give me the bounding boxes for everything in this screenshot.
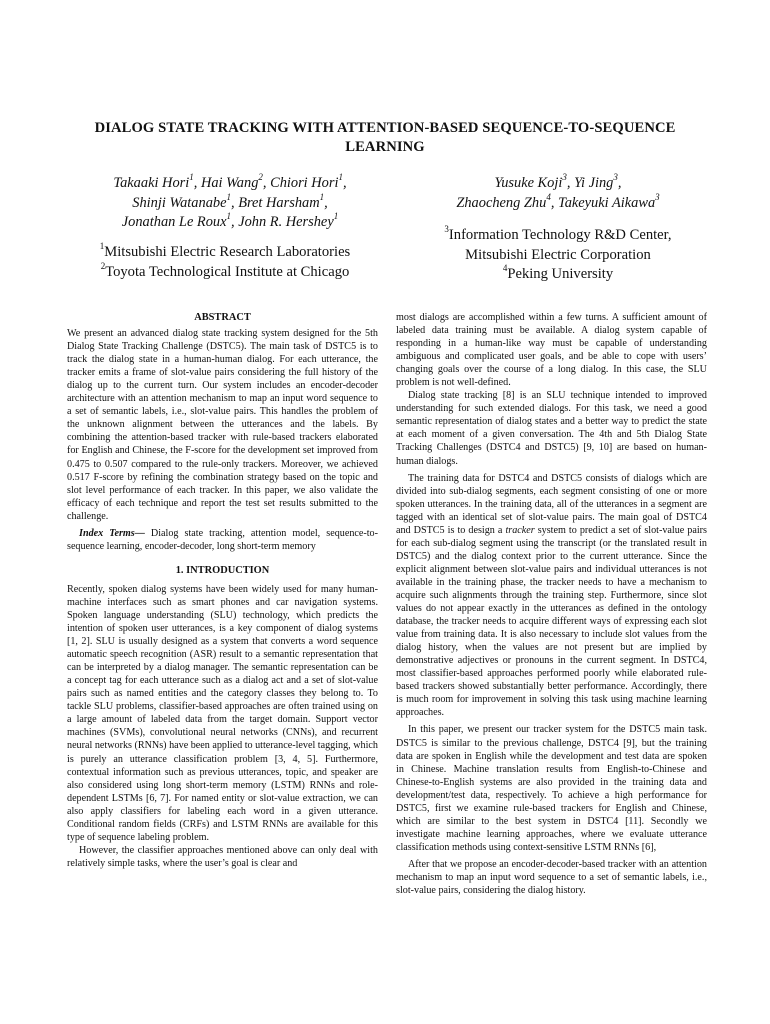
intro-heading: 1. INTRODUCTION (175, 564, 270, 576)
author: Takaaki Hori (113, 175, 190, 191)
author: Shinji Watanabe (132, 194, 227, 211)
authors-right: Yusuke Koji$^3$, Yi Jing$^3$, Zhaocheng Zhu$^4$, Takeyuki Aikawa$^3$ (456, 172, 660, 211)
affiliations-right: $^3$Information Technology R&D Center, Mitsubishi Electric Corporation $^4$Peking University (444, 224, 672, 282)
affiliation: Information Technology R&D Center, (448, 227, 672, 243)
left-column (67, 311, 378, 870)
affiliation: Mitsubishi Electric Corporation (465, 246, 651, 263)
paragraph: Dialog state tracking [8] is an SLU technique intended to improved understanding for such extended dialogs. For this task, we need a good semantic representation of dialog states and a better way to predict the state at each moment of a given conversation. The 4th and 5th Dialog State Tracking Challenges (DSTC4 and DSTC5) [9, 10] are based on human-human dialogs. (396, 390, 707, 467)
right-column (396, 311, 707, 897)
affiliations-left: $^1$Mitsubishi Electric Research Laboratories $^2$Toyota Technological Institute at Chicago (99, 241, 351, 280)
paragraph: most dialogs are accomplished within a few turns. A sufficient amount of labeled data training must be available. A dialog system capable of responding in a human-like way must be capable of understanding ambiguous and complicated user goals, and be able to cope with users’ changing goals over the course of a long dialog. In this case, the SLU problem is not well-defined. (396, 312, 707, 389)
paragraph: The training data for DSTC4 and DSTC5 consists of dialogs which are divided into sub-dialog segments, each segment consisting of one or more spoken utterances. In the training data, all of the utterances in a segment are tagged with an identical set of slot-value pairs. The main goal of DSTC4 and DSTC5 is to design a tracker system to predict a set of slot-value pairs for each sub-dialog segment using the transcript (or the translated result in DSTC5) and the dialog context prior to the current utterance. Since the explicit alignment between slot-value pairs and individual utterances is not available in the training phase, the tracker needs to have a mechanism to acquire such alignments through the training step. Furthermore, since slot values do not appear exactly in the utterances as defined in the ontology database, the tracker needs to acquire different ways of expressing each slot value from training data. It is also necessary to include slot values from the dialog history, when the values are not present but are implied by demonstrative adjectives or pronouns in the current segment. In DSTC4, most classifier-based approaches performed poorly while elaborated rule-based trackers showed substantially better performance. Accordingly, there is much room for improvement in solving this task using machine learning approaches. (396, 472, 707, 719)
index-terms (67, 527, 378, 553)
affiliation: Peking University (507, 266, 614, 282)
author: Chiori Hori (270, 175, 339, 191)
author: Bret Harsham (238, 194, 320, 211)
abstract-text: We present an advanced dialog state tracking system designed for the 5th Dialog State Tracking Challenge (DSTC5). The main task of DSTC5 is to track the dialog state in a human-human dialog. For each utterance, the tracker emits a frame of slot-value pairs considering the full history of the dialog up to the current turn. Our system includes an encoder-decoder architecture with an attention mechanism to map an input word sequence to a set of semantic labels, i.e., slot-value pairs. This handles the problem of the unknown alignment between the utterances and the labels. By combining the attention-based tracker with rule-based trackers elaborated for English and Chinese, the F-score for the development set improved from 0.475 to 0.507 compared to the rule-only trackers. Moreover, we achieved 0.517 F-score by refining the combination strategy based on the topic and slot level performance of each tracker. In this paper, we also validate the efficacy of each technique and report the test set results submitted to the challenge. (67, 328, 378, 522)
tracker-term: tracker (505, 524, 535, 536)
paragraph: Recently, spoken dialog systems have been widely used for many human-machine interfaces such as smart phones and car navigation systems. Spoken language understanding (SLU) technology, which predicts the intention of spoken user utterances, is a key component of dialog systems [1, 2]. SLU is usually designed as a system that converts a word sequence automatic speech recognition (ASR) result to a semantic representation that can be interpreted by a dialog manager. The semantic representation can be a concept tag for each utterance such as a dialog act and a set of slot-value pairs such as named entities and the category classes they belong to. To tackle SLU problems, classifier-based approaches are often trained using on a large amount of labeled data from the target domain. Support vector machines (SVMs), convolutional neural networks (CNNs), and recurrent neural networks (RNNs) have been applied to utterance-level tagging, which is purely an utterance classification problem [3, 4, 5]. Furthermore, contextual information such as previous utterances, topic, and speaker are also considered using long short-term memory (LSTM) RNNs and role-dependent LSTMs [6, 7]. For named entity or slot-value extraction, we can also apply classifiers for labeling each word in a given utterance. Conditional random fields (CRFs) and LSTM RNNs are available for this type of sequence labeling problem. (67, 583, 378, 843)
author: Zhaocheng Zhu (456, 194, 547, 211)
paragraph: After that we propose an encoder-decoder-based tracker with an attention mechanism to map an input word sequence to a set of semantic labels, i.e., slot-value pairs, considering the dialog history. (396, 858, 707, 897)
paper-title: DIALOG STATE TRACKING WITH ATTENTION-BASED SEQUENCE-TO-SEQUENCE LEARNING (94, 120, 676, 155)
affiliation: Toyota Technological Institute at Chicago (105, 263, 350, 280)
index-terms-text: Dialog state tracking, attention model, sequence-to-sequence learning, encoder-decoder, long short-term memory (67, 527, 378, 552)
paragraph: In this paper, we present our tracker system for the DSTC5 main task. DSTC5 is similar to the previous challenge, DSTC4 [9], but the training data are spoken in English while the development and test data are spoken in Chinese. Machine translation results from English-to-Chinese and Chinese-to-English systems are also provided in the training data and development/test data, respectively. To achieve a high performance for DSTC5, first we examine rule-based trackers for English and Chinese, which are similar to the best system in DSTC4 [11]. Secondly we investigate machine learning approaches, where we evaluate utterance classification methods using context-sensitive LSTM RNNs [6], (396, 724, 707, 853)
author: Hai Wang (200, 175, 259, 191)
affiliation: Mitsubishi Electric Research Laboratories (104, 244, 351, 260)
index-terms-label: Index Terms— (79, 527, 145, 539)
abstract-heading: ABSTRACT (194, 312, 251, 323)
authors-left: Takaaki Hori$^1$, Hai Wang$^2$, Chiori Hori$^1$, Shinji Watanabe$^1$, Bret Harsham$^1$, Jonathan Le Roux$^1$, John R. Hershey$^1$ (113, 172, 347, 230)
author: Yi Jing (574, 175, 614, 191)
author: Yusuke Koji (494, 175, 563, 191)
paragraph: However, the classifier approaches mentioned above can only deal with relatively simple tasks, where the user’s goal is clear and (67, 844, 378, 869)
author: John R. Hershey (238, 214, 334, 230)
author: Jonathan Le Roux (121, 214, 227, 230)
author: Takeyuki Aikawa (558, 194, 656, 211)
